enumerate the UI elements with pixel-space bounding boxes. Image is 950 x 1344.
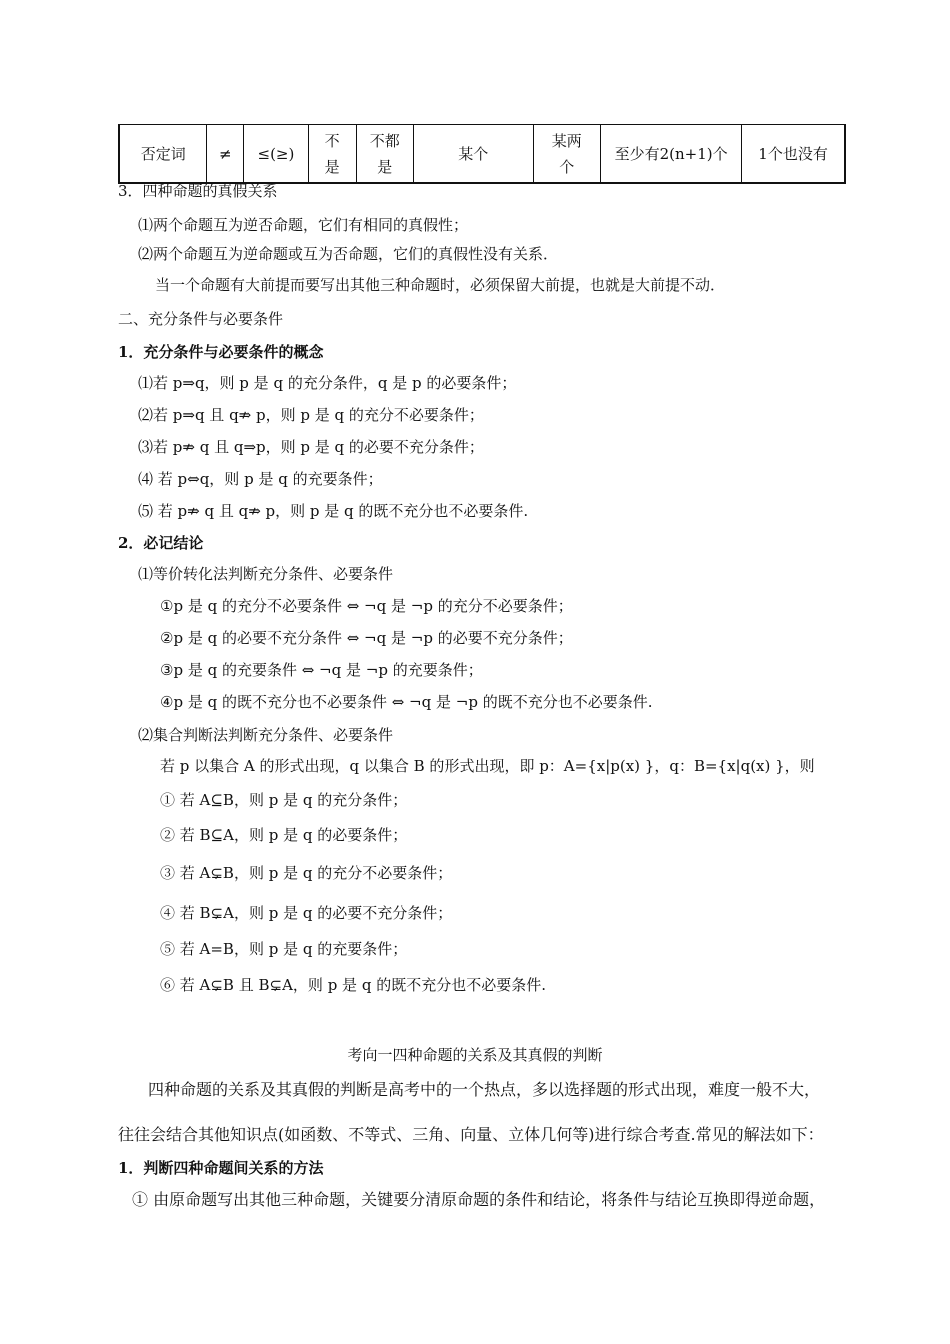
text-line: ⑴两个命题互为逆否命题，它们有相同的真假性； xyxy=(138,216,469,234)
table-cell: 至少有2(n+1)个 xyxy=(601,125,742,184)
section-heading: 1．充分条件与必要条件的概念 xyxy=(118,343,324,361)
paragraph-line: 四种命题的关系及其真假的判断是高考中的一个热点，多以选择题的形式出现，难度一般不大， xyxy=(148,1080,821,1099)
text-line: ⑤ 若 A=B，则 p 是 q 的充要条件； xyxy=(160,940,408,958)
table-cell: ≤(≥) xyxy=(244,125,308,184)
text-line: ① 若 A⊆B，则 p 是 q 的充分条件； xyxy=(160,791,408,809)
table-cell: 否定词 xyxy=(119,125,207,184)
text-line: ⑴等价转化法判断充分条件、必要条件 xyxy=(138,565,394,583)
table-cell: 1个也没有 xyxy=(742,125,845,184)
text-line: ④ 若 B⊊A，则 p 是 q 的必要不充分条件； xyxy=(160,904,453,922)
negation-words-table xyxy=(118,124,846,184)
text-line: ②p 是 q 的必要不充分条件 ⇔ ¬q 是 ¬p 的必要不充分条件； xyxy=(160,629,573,647)
table-cell: 不都 是 xyxy=(356,125,413,184)
text-line: ①p 是 q 的充分不必要条件 ⇔ ¬q 是 ¬p 的充分不必要条件； xyxy=(160,597,573,615)
text-line: ⑶若 p⇏ q 且 q⇒p，则 p 是 q 的必要不充分条件； xyxy=(138,438,484,456)
text-line: ⑵两个命题互为逆命题或互为否命题，它们的真假性没有关系． xyxy=(138,245,559,263)
text-line: ③ 若 A⊊B，则 p 是 q 的充分不必要条件； xyxy=(160,864,453,882)
table-cell: 不 是 xyxy=(308,125,356,184)
text-line: ⑸ 若 p⇏ q 且 q⇏ p，则 p 是 q 的既不充分也不必要条件. xyxy=(138,502,529,520)
text-line: ⑴若 p⇒q，则 p 是 q 的充分条件，q 是 p 的必要条件； xyxy=(138,374,517,392)
part-heading: 二、充分条件与必要条件 xyxy=(118,310,284,328)
table-cell: 某两 个 xyxy=(533,125,600,184)
text-line: ① 由原命题写出其他三种命题，关键要分清原命题的条件和结论，将条件与结论互换即得逆命题， xyxy=(132,1190,826,1209)
text-line: ⑵若 p⇒q 且 q⇏ p，则 p 是 q 的充分不必要条件； xyxy=(138,406,484,424)
section-heading: 2．必记结论 xyxy=(118,534,204,552)
table-cell: ≠ xyxy=(207,125,244,184)
text-line: ② 若 B⊆A，则 p 是 q 的必要条件； xyxy=(160,826,408,844)
table-row xyxy=(119,125,845,184)
text-line: ④p 是 q 的既不充分也不必要条件 ⇔ ¬q 是 ¬p 的既不充分也不必要条件. xyxy=(160,693,653,711)
table-cell: 某个 xyxy=(413,125,533,184)
text-line: ③p 是 q 的充要条件 ⇔ ¬q 是 ¬p 的充要条件； xyxy=(160,661,483,679)
text-line: 当一个命题有大前提而要写出其他三种命题时，必须保留大前提，也就是大前提不动． xyxy=(155,276,726,294)
text-line: ⑵集合判断法判断充分条件、必要条件 xyxy=(138,726,394,744)
section-heading: 1．判断四种命题间关系的方法 xyxy=(118,1159,324,1177)
section-heading: 3．四种命题的真假关系 xyxy=(118,182,278,200)
text-line: 若 p 以集合 A 的形式出现，q 以集合 B 的形式出现，即 p：A={x|p(x) }，q：B={x|q(x) }，则 xyxy=(160,757,815,775)
text-line: ⑥ 若 A⊊B 且 B⊊A，则 p 是 q 的既不充分也不必要条件. xyxy=(160,976,546,994)
text-line: ⑷ 若 p⇔q，则 p 是 q 的充要条件； xyxy=(138,470,383,488)
paragraph-line: 往往会结合其他知识点(如函数、不等式、三角、向量、立体几何等)进行综合考查.常见的解法如下： xyxy=(118,1125,824,1144)
direction-heading: 考向一四种命题的关系及其真假的判断 xyxy=(347,1046,603,1064)
